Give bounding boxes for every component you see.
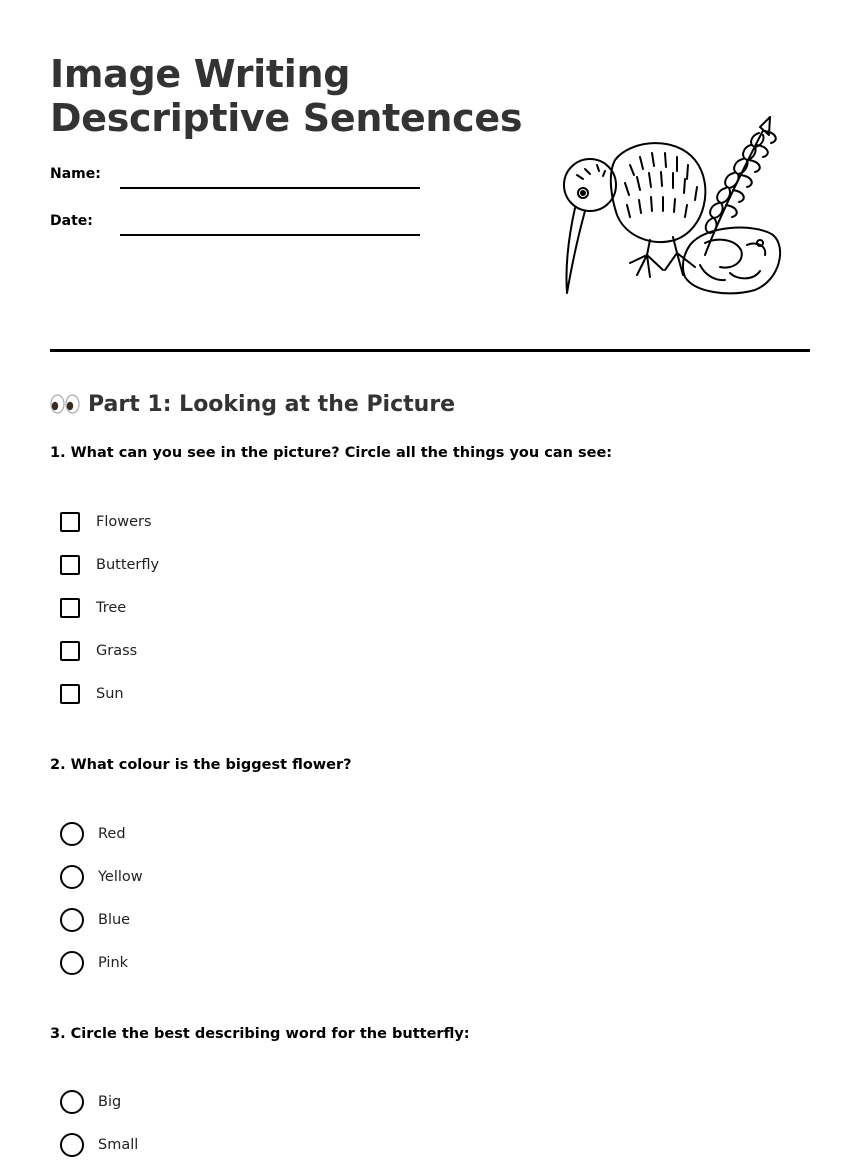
radio-button[interactable] — [60, 865, 84, 889]
option-grass[interactable] — [60, 638, 137, 664]
date-label: Date: — [50, 213, 93, 229]
name-field[interactable] — [120, 187, 420, 189]
section-divider — [50, 349, 810, 352]
option-label: Small — [98, 1137, 139, 1153]
option-tree[interactable] — [60, 595, 126, 621]
option-sun[interactable] — [60, 681, 124, 707]
option-small[interactable] — [60, 1132, 138, 1158]
checkbox[interactable] — [60, 641, 80, 661]
option-label: Yellow — [98, 869, 143, 885]
option-label: Butterfly — [96, 557, 160, 573]
question-2: 2. What colour is the biggest flower? — [50, 757, 352, 773]
radio-button[interactable] — [60, 951, 84, 975]
option-flowers[interactable] — [60, 509, 152, 535]
checkbox[interactable] — [60, 555, 80, 575]
name-label: Name: — [50, 166, 101, 182]
option-big[interactable] — [60, 1089, 121, 1115]
option-label: Big — [98, 1094, 122, 1110]
title-line-2: Descriptive Sentences — [50, 96, 523, 140]
radio-button[interactable] — [60, 822, 84, 846]
kiwi-bird-icon — [555, 105, 785, 300]
checkbox[interactable] — [60, 684, 80, 704]
section-title: Part 1: Looking at the Picture — [88, 391, 456, 417]
option-label: Blue — [98, 912, 131, 928]
option-blue[interactable] — [60, 907, 130, 933]
option-label: Pink — [98, 955, 129, 971]
radio-button[interactable] — [60, 1090, 84, 1114]
option-label: Tree — [96, 600, 127, 616]
option-pink[interactable] — [60, 950, 128, 976]
option-label: Grass — [96, 643, 138, 659]
option-yellow[interactable] — [60, 864, 143, 890]
checkbox[interactable] — [60, 598, 80, 618]
option-label: Flowers — [96, 514, 152, 530]
eyes-icon — [50, 393, 80, 415]
option-label: Red — [98, 826, 126, 842]
radio-button[interactable] — [60, 908, 84, 932]
checkbox[interactable] — [60, 512, 80, 532]
option-label: Sun — [96, 686, 124, 702]
date-field[interactable] — [120, 234, 420, 236]
title-line-1: Image Writing — [50, 52, 351, 96]
option-butterfly[interactable] — [60, 552, 159, 578]
option-red[interactable] — [60, 821, 126, 847]
page-title — [50, 52, 522, 140]
section-heading — [50, 388, 455, 420]
radio-button[interactable] — [60, 1133, 84, 1157]
question-3: 3. Circle the best describing word for the butterfly: — [50, 1026, 470, 1042]
worksheet-page — [50, 0, 810, 1161]
question-1: 1. What can you see in the picture? Circle all the things you can see: — [50, 445, 613, 461]
